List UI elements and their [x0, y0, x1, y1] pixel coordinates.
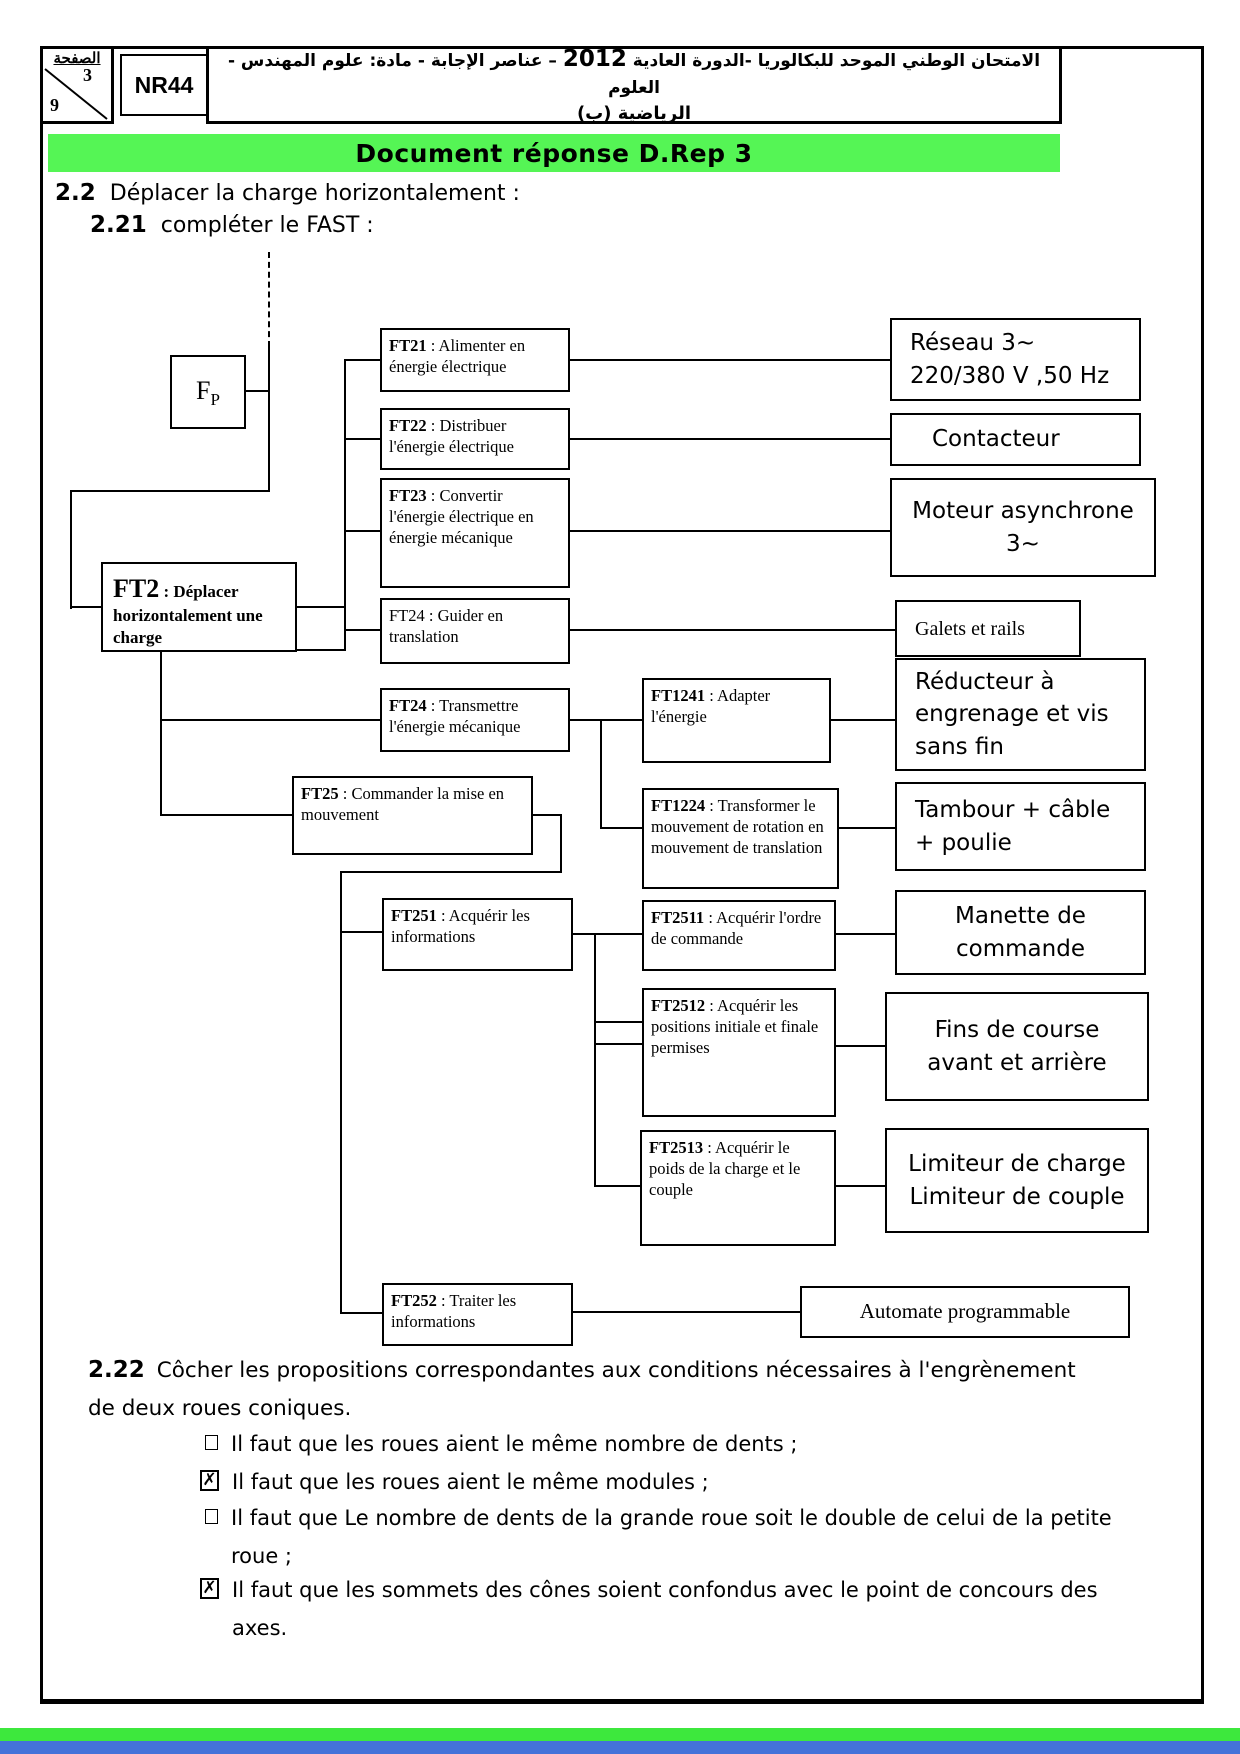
- connector-line: [572, 933, 642, 935]
- separator: :: [426, 336, 439, 355]
- fast-box-ft1241: [642, 678, 831, 763]
- manette-label: Manette de commande: [955, 903, 1086, 962]
- connector-line: [594, 933, 596, 1187]
- ft23-code: FT23: [389, 486, 427, 505]
- connector-line: [532, 814, 562, 816]
- checklist-item-3: [205, 1500, 1150, 1576]
- connector-line: [160, 814, 292, 816]
- connector-line: [600, 719, 642, 721]
- connector-line-dashed: [268, 252, 270, 347]
- connector-line: [570, 629, 895, 631]
- connector-line: [829, 719, 895, 721]
- connector-line: [344, 359, 380, 361]
- ft2512-code: FT2512: [651, 996, 706, 1015]
- fast-box-ft1224: [642, 788, 839, 889]
- separator: :: [338, 784, 352, 803]
- ft25-code: FT25: [301, 784, 339, 803]
- galets-label: Galets et rails: [915, 617, 1025, 640]
- ft24a-code: FT24: [389, 606, 425, 625]
- solution-box-galets: [895, 600, 1081, 657]
- checklist-item-text: Il faut que Le nombre de dents de la grande roue soit le double de celui de la petite roue ;: [231, 1506, 1112, 1568]
- fp-main: F: [196, 375, 211, 405]
- page-total: 9: [50, 95, 59, 115]
- fast-box-ft24-transmettre: [380, 688, 570, 752]
- solution-box-automate: [800, 1286, 1130, 1338]
- reducteur-label: Réducteur à engrenage et vis sans fin: [915, 669, 1109, 760]
- exam-code-box: NR44: [120, 54, 208, 116]
- section-2-2-number: 2.2: [55, 180, 96, 206]
- connector-line: [344, 530, 380, 532]
- connector-line: [340, 931, 382, 933]
- fast-box-ft2512: [642, 988, 836, 1117]
- exam-title-line2: الرياضية (ب): [576, 102, 692, 124]
- connector-line: [340, 1312, 382, 1314]
- ft22-code: FT22: [389, 416, 427, 435]
- connector-line: [340, 871, 342, 1314]
- connector-line: [834, 1045, 885, 1047]
- connector-line: [594, 1021, 642, 1023]
- exam-header-box: [206, 46, 1062, 124]
- document-title-bar: Document réponse D.Rep 3: [48, 134, 1060, 172]
- fast-box-ft25: [292, 776, 533, 855]
- checkbox-checked[interactable]: ✗: [200, 1470, 219, 1491]
- ft21-label: Alimenter en énergie électrique: [389, 336, 526, 377]
- solution-box-fins: [885, 992, 1149, 1101]
- moteur-line1: Moteur asynchrone: [912, 498, 1134, 525]
- connector-line: [295, 606, 346, 608]
- ft2513-label: Acquérir le poids de la charge et le couple: [649, 1138, 801, 1200]
- ft1241-label: Adapter l'énergie: [651, 686, 771, 727]
- connector-line: [245, 390, 270, 392]
- fast-box-ft21: [380, 328, 570, 392]
- connector-line: [600, 827, 642, 829]
- section-2-21-text: compléter le FAST :: [160, 213, 374, 238]
- fast-box-fp: [170, 355, 246, 429]
- separator: :: [424, 606, 438, 625]
- limiteur-line2: Limiteur de couple: [909, 1183, 1125, 1210]
- connector-line: [570, 719, 602, 721]
- footer-stripe-blue: [0, 1741, 1240, 1754]
- checklist-item-1: [205, 1426, 1205, 1464]
- connector-line: [571, 1311, 800, 1313]
- separator: :: [426, 696, 440, 715]
- page-number: 3: [83, 65, 92, 85]
- ft24b-code: FT24: [389, 696, 427, 715]
- connector-line: [70, 490, 72, 609]
- automate-label: Automate programmable: [859, 1299, 1071, 1324]
- section-2-22-heading: [88, 1350, 1103, 1428]
- fast-box-ft23: [380, 478, 570, 588]
- connector-line: [340, 871, 562, 873]
- connector-line: [268, 347, 270, 492]
- separator: :: [705, 996, 718, 1015]
- separator: :: [426, 486, 440, 505]
- ft22-label: Distribuer l'énergie électrique: [389, 416, 514, 457]
- moteur-line2: 3~: [1006, 530, 1040, 557]
- ft1241-code: FT1241: [651, 686, 706, 705]
- checklist-item-text: Il faut que les roues aient le même nombre de dents ;: [231, 1432, 798, 1456]
- connector-line: [837, 827, 895, 829]
- connector-line: [570, 530, 890, 532]
- fast-box-ft22: [380, 408, 570, 470]
- checkbox-checked[interactable]: ✗: [200, 1578, 219, 1599]
- contacteur-label: Contacteur: [932, 426, 1060, 453]
- tambour-label: Tambour + câble + poulie: [915, 797, 1111, 856]
- footer-stripe-green: [0, 1728, 1240, 1741]
- checklist-item-4: [200, 1572, 1140, 1648]
- ft21-code: FT21: [389, 336, 427, 355]
- fast-box-ft2513: [640, 1130, 836, 1246]
- ft24a-label: Guider en translation: [389, 606, 504, 647]
- ft2513-code: FT2513: [649, 1138, 704, 1157]
- solution-box-reseau: [890, 318, 1141, 401]
- connector-line: [594, 1043, 642, 1045]
- fast-box-ft2511: [642, 900, 836, 971]
- fins-label: Fins de course avant et arrière: [927, 1017, 1107, 1076]
- reseau-line2: 220/380 V ,50 Hz: [910, 362, 1110, 389]
- connector-line: [344, 629, 380, 631]
- connector-line: [570, 359, 890, 361]
- checklist-item-2: [200, 1464, 1200, 1502]
- fast-box-ft24-guider: [380, 598, 570, 664]
- ft24b-label: Transmettre l'énergie mécanique: [389, 696, 521, 737]
- connector-line: [594, 1185, 642, 1187]
- exam-title-part2: – عناصر الإجابة - مادة: علوم المهندس - العلوم: [227, 50, 660, 99]
- ft1224-label: Transformer le mouvement de rotation en mouvement de translation: [651, 796, 824, 858]
- separator: :: [436, 906, 449, 925]
- ft2-label: Déplacer horizontalement une charge: [113, 582, 263, 648]
- solution-box-reducteur: [895, 658, 1146, 771]
- connector-line: [70, 606, 103, 608]
- section-2-22-text: Côcher les propositions correspondantes aux conditions nécessaires à l'engrènement de deux roues coniques.: [88, 1358, 1076, 1422]
- section-2-22-number: 2.22: [88, 1357, 145, 1383]
- page-word: الصفحة: [53, 51, 101, 67]
- ft1224-code: FT1224: [651, 796, 706, 815]
- solution-box-contacteur: [890, 413, 1141, 466]
- solution-box-limiteur: [885, 1128, 1149, 1233]
- ft2511-code: FT2511: [651, 908, 705, 927]
- separator: :: [159, 582, 174, 601]
- connector-line: [834, 933, 895, 935]
- limiteur-line1: Limiteur de charge: [908, 1151, 1126, 1178]
- checkbox-unchecked[interactable]: [205, 1509, 218, 1524]
- checkbox-unchecked[interactable]: [205, 1435, 218, 1450]
- fast-box-ft2: [101, 562, 297, 652]
- ft2-code: FT2: [113, 574, 160, 603]
- checklist-item-text: Il faut que les roues aient le même modules ;: [232, 1470, 709, 1494]
- ft251-label: Acquérir les informations: [391, 906, 530, 947]
- ft252-label: Traiter les informations: [391, 1291, 517, 1332]
- section-2-21-heading: [90, 212, 374, 238]
- connector-line: [834, 1185, 885, 1187]
- ft23-label: Convertir l'énergie électrique en énergie mécanique: [389, 486, 534, 548]
- section-2-2-heading: [55, 180, 520, 206]
- separator: :: [704, 908, 717, 927]
- section-2-21-number: 2.21: [90, 212, 147, 238]
- fast-box-ft252: [382, 1283, 573, 1346]
- connector-line: [600, 719, 602, 829]
- separator: :: [705, 796, 718, 815]
- connector-line: [70, 490, 270, 492]
- separator: :: [705, 686, 718, 705]
- connector-line: [160, 649, 162, 816]
- connector-line: [160, 719, 380, 721]
- section-2-2-text: Déplacer la charge horizontalement :: [109, 181, 520, 206]
- separator: :: [426, 416, 440, 435]
- fast-box-ft251: [382, 898, 573, 971]
- checklist-item-text: Il faut que les sommets des cônes soient confondus avec le point de concours des axes.: [232, 1578, 1098, 1640]
- ft251-code: FT251: [391, 906, 437, 925]
- ft2512-label: Acquérir les positions initiale et finale permises: [651, 996, 819, 1058]
- connector-line: [570, 438, 890, 440]
- solution-box-manette: [895, 890, 1146, 975]
- connector-line: [344, 438, 380, 440]
- solution-box-tambour: [895, 782, 1146, 871]
- separator: :: [703, 1138, 716, 1157]
- fp-sub: P: [210, 389, 220, 409]
- ft2511-label: Acquérir l'ordre de commande: [651, 908, 822, 949]
- separator: :: [436, 1291, 450, 1310]
- exam-title-part1: الامتحان الوطني الموحد للبكالوريا -الدورة العادية: [632, 50, 1041, 71]
- ft25-label: Commander la mise en mouvement: [301, 784, 505, 825]
- connector-line: [560, 814, 562, 873]
- connector-line: [344, 359, 346, 651]
- reseau-line1: Réseau 3~: [910, 330, 1036, 357]
- page-number-box: [40, 46, 114, 124]
- exam-title-line1: [209, 43, 1059, 101]
- ft252-code: FT252: [391, 1291, 437, 1310]
- exam-year: 2012: [562, 45, 627, 72]
- solution-box-moteur: [890, 478, 1156, 577]
